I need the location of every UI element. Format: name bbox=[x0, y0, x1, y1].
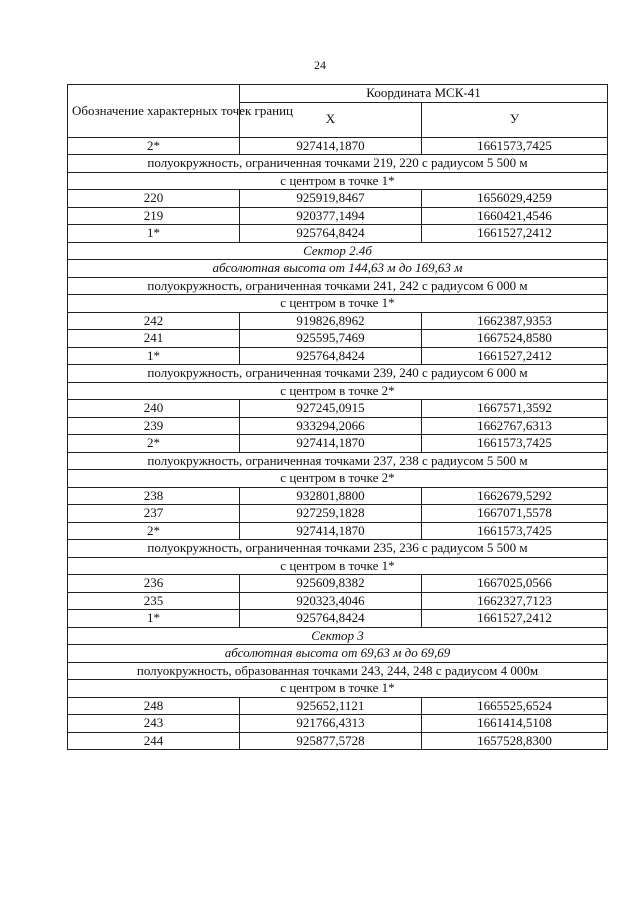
note-row bbox=[68, 662, 608, 680]
section-heading: абсолютная высота от 69,63 м до 69,69 bbox=[68, 645, 608, 663]
boundary-note: полуокружность, ограниченная точками 237, 238 с радиусом 5 500 м bbox=[68, 452, 608, 470]
note-row bbox=[68, 452, 608, 470]
note-row bbox=[68, 365, 608, 383]
note-row bbox=[68, 155, 608, 173]
point-name: 2* bbox=[68, 522, 240, 540]
y-coordinate: 1661527,2412 bbox=[422, 347, 608, 365]
y-coordinate: 1661573,7425 bbox=[422, 522, 608, 540]
header-coordinate-title: Координата МСК-41 bbox=[240, 85, 608, 103]
table-row bbox=[68, 575, 608, 593]
table-row bbox=[68, 137, 608, 155]
header-x: X bbox=[240, 102, 422, 137]
x-coordinate: 925652,1121 bbox=[240, 697, 422, 715]
note-row bbox=[68, 557, 608, 575]
boundary-note: с центром в точке 2* bbox=[68, 470, 608, 488]
point-name: 220 bbox=[68, 190, 240, 208]
note-row bbox=[68, 277, 608, 295]
point-name: 237 bbox=[68, 505, 240, 523]
point-name: 238 bbox=[68, 487, 240, 505]
point-name: 236 bbox=[68, 575, 240, 593]
y-coordinate: 1662387,9353 bbox=[422, 312, 608, 330]
note-row bbox=[68, 172, 608, 190]
y-coordinate: 1657528,8300 bbox=[422, 732, 608, 750]
x-coordinate: 925764,8424 bbox=[240, 610, 422, 628]
point-name: 2* bbox=[68, 137, 240, 155]
header-y: У bbox=[422, 102, 608, 137]
x-coordinate: 920377,1494 bbox=[240, 207, 422, 225]
x-coordinate: 921766,4313 bbox=[240, 715, 422, 733]
x-coordinate: 927414,1870 bbox=[240, 435, 422, 453]
x-coordinate: 925877,5728 bbox=[240, 732, 422, 750]
x-coordinate: 927259,1828 bbox=[240, 505, 422, 523]
section-row bbox=[68, 645, 608, 663]
x-coordinate: 919826,8962 bbox=[240, 312, 422, 330]
section-row bbox=[68, 260, 608, 278]
point-name: 240 bbox=[68, 400, 240, 418]
x-coordinate: 925764,8424 bbox=[240, 347, 422, 365]
y-coordinate: 1665525,6524 bbox=[422, 697, 608, 715]
y-coordinate: 1661527,2412 bbox=[422, 225, 608, 243]
x-coordinate: 933294,2066 bbox=[240, 417, 422, 435]
point-name: 1* bbox=[68, 347, 240, 365]
x-coordinate: 925595,7469 bbox=[240, 330, 422, 348]
y-coordinate: 1667025,0566 bbox=[422, 575, 608, 593]
table-row bbox=[68, 487, 608, 505]
boundary-note: полуокружность, образованная точками 243, 244, 248 с радиусом 4 000м bbox=[68, 662, 608, 680]
boundary-note: полуокружность, ограниченная точками 241, 242 с радиусом 6 000 м bbox=[68, 277, 608, 295]
x-coordinate: 925609,8382 bbox=[240, 575, 422, 593]
point-name: 1* bbox=[68, 610, 240, 628]
y-coordinate: 1667071,5578 bbox=[422, 505, 608, 523]
note-row bbox=[68, 540, 608, 558]
point-name: 244 bbox=[68, 732, 240, 750]
boundary-note: с центром в точке 1* bbox=[68, 172, 608, 190]
y-coordinate: 1667571,3592 bbox=[422, 400, 608, 418]
point-name: 219 bbox=[68, 207, 240, 225]
table-row bbox=[68, 610, 608, 628]
point-name: 239 bbox=[68, 417, 240, 435]
point-name: 1* bbox=[68, 225, 240, 243]
y-coordinate: 1662679,5292 bbox=[422, 487, 608, 505]
section-row bbox=[68, 242, 608, 260]
y-coordinate: 1660421,4546 bbox=[422, 207, 608, 225]
x-coordinate: 925764,8424 bbox=[240, 225, 422, 243]
table-row bbox=[68, 207, 608, 225]
table-row bbox=[68, 330, 608, 348]
table-row bbox=[68, 522, 608, 540]
point-name: 235 bbox=[68, 592, 240, 610]
coordinates-table bbox=[67, 84, 608, 750]
x-coordinate: 927414,1870 bbox=[240, 522, 422, 540]
note-row bbox=[68, 382, 608, 400]
x-coordinate: 920323,4046 bbox=[240, 592, 422, 610]
y-coordinate: 1662327,7123 bbox=[422, 592, 608, 610]
table-row bbox=[68, 505, 608, 523]
section-heading: Сектор 2.4б bbox=[68, 242, 608, 260]
header-point-designation: Обозначение характерных точек границ bbox=[68, 85, 240, 138]
y-coordinate: 1661527,2412 bbox=[422, 610, 608, 628]
table-row bbox=[68, 592, 608, 610]
point-name: 2* bbox=[68, 435, 240, 453]
x-coordinate: 925919,8467 bbox=[240, 190, 422, 208]
y-coordinate: 1656029,4259 bbox=[422, 190, 608, 208]
boundary-note: полуокружность, ограниченная точками 239, 240 с радиусом 6 000 м bbox=[68, 365, 608, 383]
table-row bbox=[68, 190, 608, 208]
note-row bbox=[68, 295, 608, 313]
point-name: 248 bbox=[68, 697, 240, 715]
table-row bbox=[68, 715, 608, 733]
table-row bbox=[68, 435, 608, 453]
x-coordinate: 927414,1870 bbox=[240, 137, 422, 155]
point-name: 243 bbox=[68, 715, 240, 733]
section-heading: Сектор 3 bbox=[68, 627, 608, 645]
note-row bbox=[68, 680, 608, 698]
table-row bbox=[68, 417, 608, 435]
section-row bbox=[68, 627, 608, 645]
section-heading: абсолютная высота от 144,63 м до 169,63 м bbox=[68, 260, 608, 278]
boundary-note: с центром в точке 2* bbox=[68, 382, 608, 400]
table-row bbox=[68, 347, 608, 365]
page-number: 24 bbox=[314, 58, 326, 72]
table-row bbox=[68, 697, 608, 715]
table-row bbox=[68, 225, 608, 243]
x-coordinate: 932801,8800 bbox=[240, 487, 422, 505]
boundary-note: с центром в точке 1* bbox=[68, 295, 608, 313]
y-coordinate: 1667524,8580 bbox=[422, 330, 608, 348]
y-coordinate: 1661573,7425 bbox=[422, 435, 608, 453]
point-name: 241 bbox=[68, 330, 240, 348]
boundary-note: полуокружность, ограниченная точками 235, 236 с радиусом 5 500 м bbox=[68, 540, 608, 558]
y-coordinate: 1661573,7425 bbox=[422, 137, 608, 155]
x-coordinate: 927245,0915 bbox=[240, 400, 422, 418]
boundary-note: с центром в точке 1* bbox=[68, 557, 608, 575]
boundary-note: с центром в точке 1* bbox=[68, 680, 608, 698]
point-name: 242 bbox=[68, 312, 240, 330]
boundary-note: полуокружность, ограниченная точками 219, 220 с радиусом 5 500 м bbox=[68, 155, 608, 173]
table-row bbox=[68, 732, 608, 750]
table-header-row bbox=[68, 85, 608, 103]
y-coordinate: 1661414,5108 bbox=[422, 715, 608, 733]
table-body bbox=[68, 137, 608, 750]
note-row bbox=[68, 470, 608, 488]
table-row bbox=[68, 312, 608, 330]
y-coordinate: 1662767,6313 bbox=[422, 417, 608, 435]
table-row bbox=[68, 400, 608, 418]
